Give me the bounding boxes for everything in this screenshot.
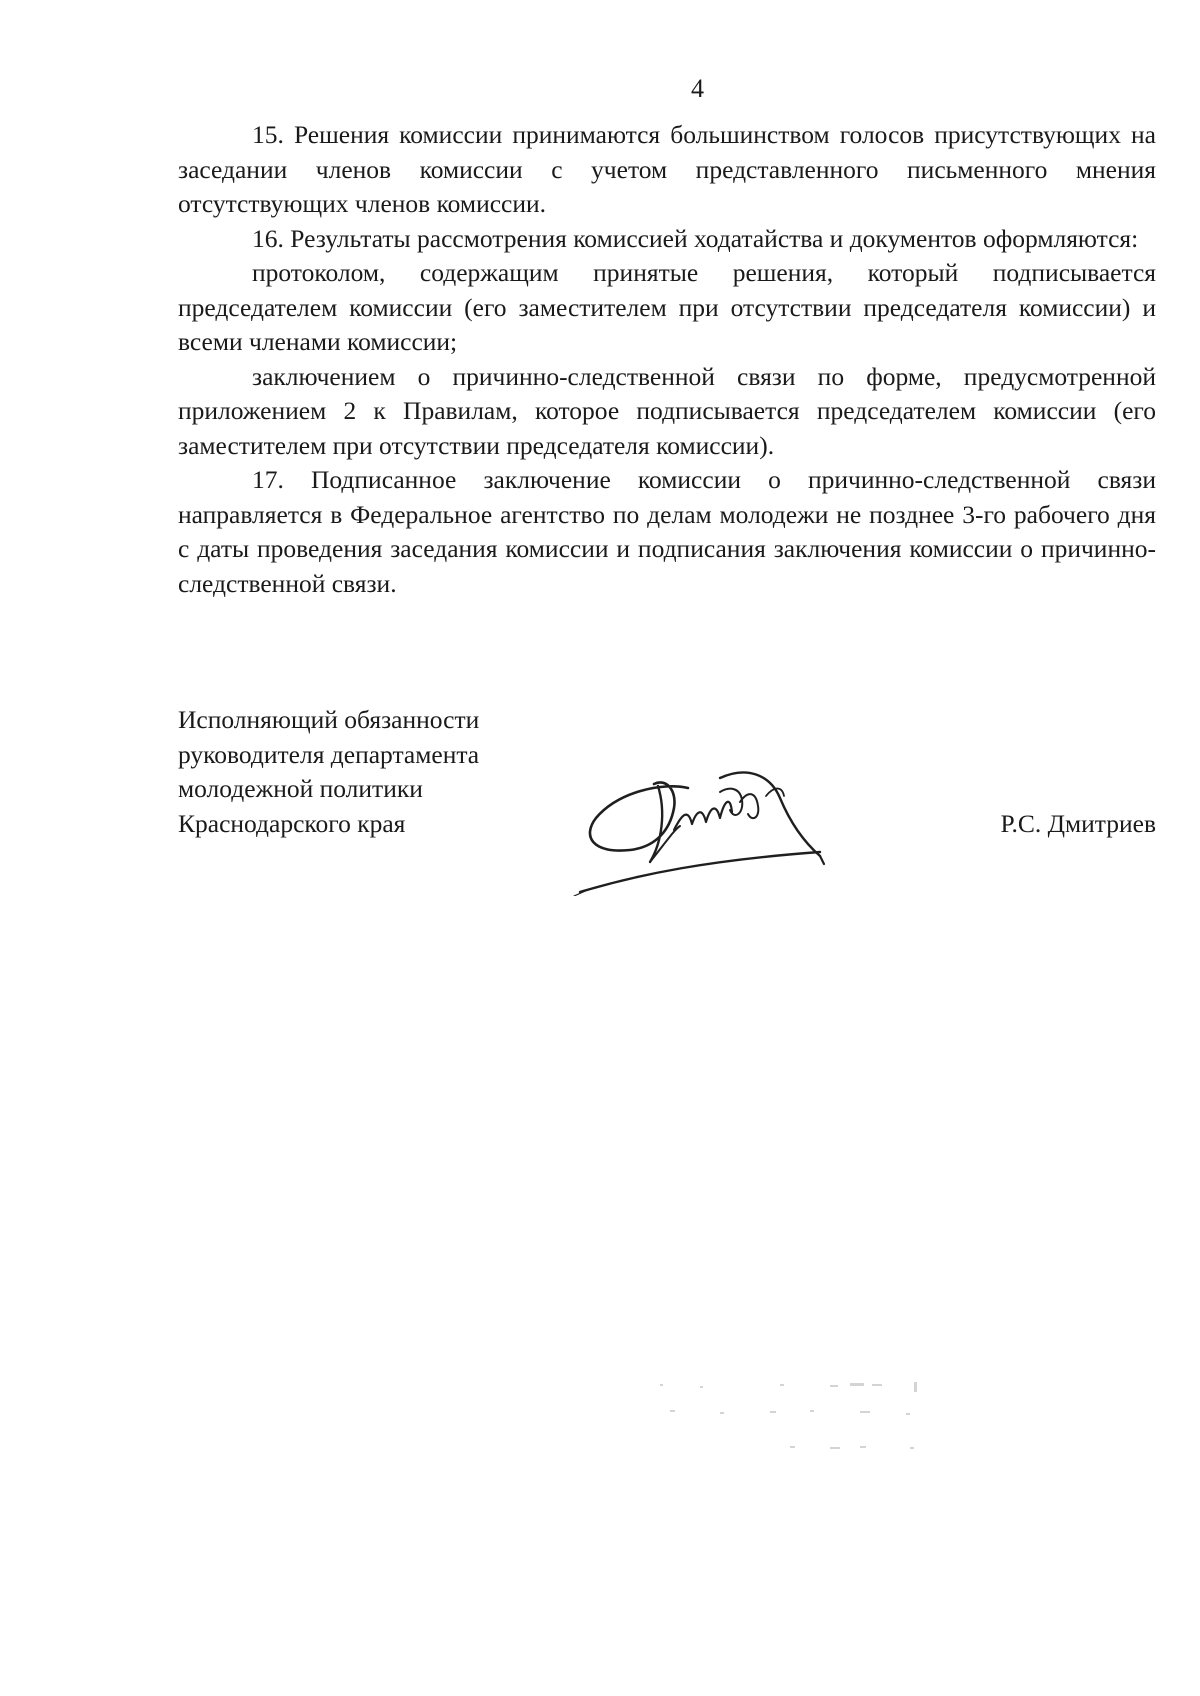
page-number: 4	[691, 74, 704, 103]
paragraph-17: 17. Подписанное заключение комиссии о причинно-следственной связи направляется в Федеральное агентство по делам молодежи не позднее 3-го рабочего дня с даты проведения заседания комиссии и подписания заключения комиссии о причинно-следственной связи.	[178, 465, 1156, 598]
paragraph-16-conclusion: заключением о причинно-следственной связи по форме, предусмотренной приложением 2 к Правилам, которое подписывается председателем комиссии (его заместителем при отсутствии председателя комиссии).	[178, 361, 1156, 460]
signer-position	[178, 703, 538, 841]
paragraph-16-protocol: протоколом, содержащим принятые решения, который подписывается председателем комиссии (его заместителем при отсутствии председателя комиссии) и всеми членами комиссии;	[178, 258, 1156, 356]
signer-position-line: молодежной политики	[178, 774, 423, 803]
paragraph-16: 16. Результаты рассмотрения комиссией ходатайства и документов оформляются:	[252, 223, 1139, 253]
signer-position-line: руководителя департамента	[178, 739, 480, 769]
signature-block	[178, 703, 1156, 903]
signer-position-line: Исполняющий обязанности	[178, 705, 480, 734]
paragraph-15: 15. Решения комиссии принимаются большинством голосов присутствующих на заседании членов комиссии с учетом представленного письменного мнения отсутствующих членов комиссии.	[178, 120, 1156, 218]
signer-name: Р.С. Дмитриев	[1000, 808, 1156, 838]
faint-stamp-residue	[660, 1380, 1000, 1460]
signer-position-line: Краснодарского края	[178, 808, 406, 838]
handwritten-signature-icon	[570, 746, 860, 896]
document-body	[178, 118, 1156, 601]
